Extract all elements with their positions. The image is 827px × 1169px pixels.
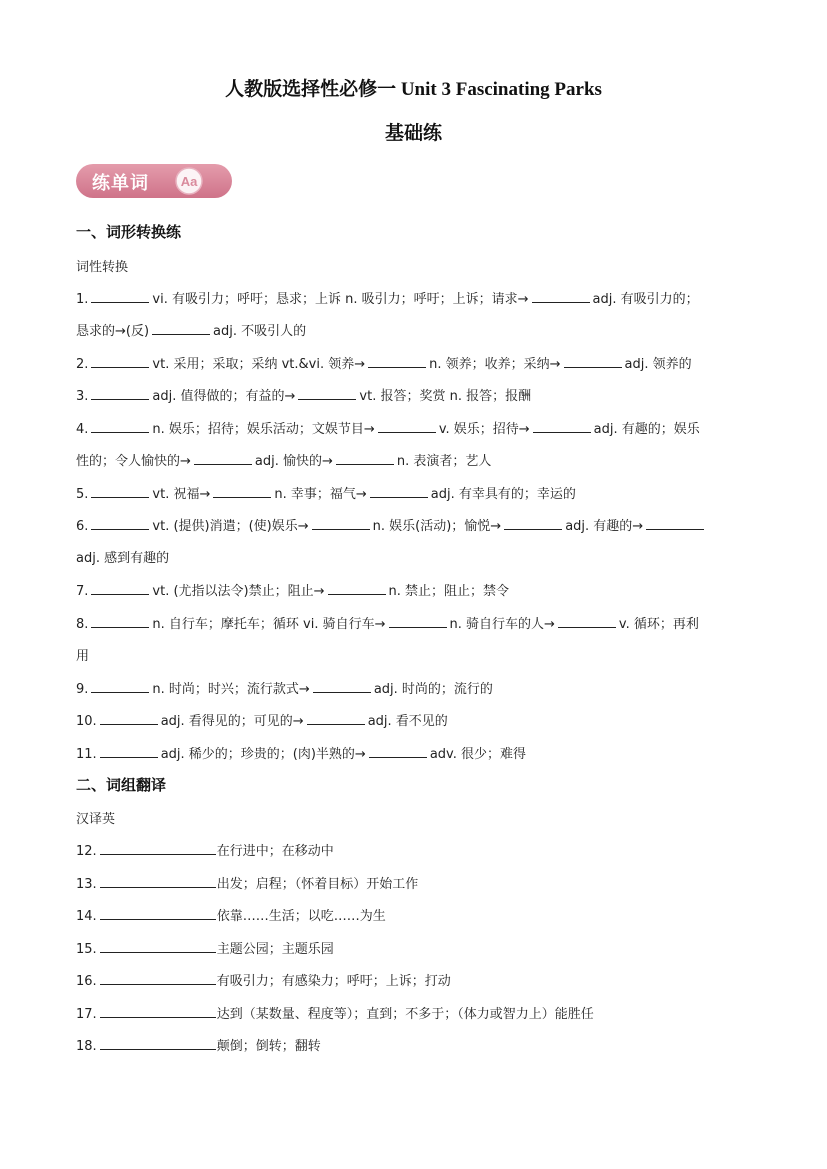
exercise-line-8: 8. n. 自行车；摩托车；循环 vi. 骑自行车→ n. 骑自行车的人→ v. 循环；再利 bbox=[76, 617, 699, 632]
answer-blank[interactable] bbox=[152, 322, 210, 335]
answer-blank[interactable] bbox=[312, 517, 370, 530]
answer-blank[interactable] bbox=[100, 842, 216, 855]
exercise-line-2: 2. vt. 采用；采取；采纳 vt.&vi. 领养→ n. 领养；收养；采纳→ adj. 领养的 bbox=[76, 357, 692, 372]
answer-blank[interactable] bbox=[91, 290, 149, 303]
answer-blank[interactable] bbox=[91, 387, 149, 400]
document-subtitle: 基础练 bbox=[384, 123, 442, 144]
answer-blank[interactable] bbox=[91, 582, 149, 595]
answer-blank[interactable] bbox=[100, 745, 158, 758]
answer-blank[interactable] bbox=[646, 517, 704, 530]
exercise-line-6: 6. vt. (提供)消遣；(使)娱乐→ n. 娱乐(活动)；愉悦→ adj. 有趣的→ bbox=[76, 515, 756, 534]
answer-blank[interactable] bbox=[336, 452, 394, 465]
answer-blank[interactable] bbox=[533, 420, 591, 433]
section-1-heading: 一、词形转换练 bbox=[76, 223, 182, 241]
practice-words-badge bbox=[76, 164, 232, 198]
answer-blank[interactable] bbox=[370, 485, 428, 498]
letter-aa-icon bbox=[174, 166, 204, 196]
answer-blank[interactable] bbox=[558, 615, 616, 628]
answer-blank[interactable] bbox=[91, 485, 149, 498]
exercise-line-4: 4. n. 娱乐；招待；娱乐活动；文娱节目→ v. 娱乐；招待→ adj. 有趣的；娱乐 bbox=[76, 422, 700, 437]
exercise-line-6-cont: adj. 感到有趣的 bbox=[76, 551, 170, 566]
exercise-line-7: 7. vt. (尤指以法令)禁止；阻止→ n. 禁止；阻止；禁令 bbox=[76, 584, 510, 599]
answer-blank[interactable] bbox=[564, 355, 622, 368]
phrase-item-16: 16. 有吸引力；有感染力；呼吁；上诉；打动 bbox=[76, 974, 451, 989]
exercise-line-1-cont: 恳求的→(反) adj. 不吸引人的 bbox=[76, 324, 307, 339]
answer-blank[interactable] bbox=[328, 582, 386, 595]
answer-blank[interactable] bbox=[100, 1037, 216, 1050]
badge-label: 练单词 bbox=[92, 173, 149, 194]
answer-blank[interactable] bbox=[100, 907, 216, 920]
exercise-line-10: 10. adj. 看得见的；可见的→ adj. 看不见的 bbox=[76, 714, 448, 729]
phrase-item-14: 14. 依靠……生活；以吃……为生 bbox=[76, 909, 386, 924]
answer-blank[interactable] bbox=[194, 452, 252, 465]
exercise-line-4-cont: 性的；令人愉快的→ adj. 愉快的→ n. 表演者；艺人 bbox=[76, 454, 492, 469]
phrase-item-12: 12. 在行进中；在移动中 bbox=[76, 844, 334, 859]
document-title: 人教版选择性必修一 Unit 3 Fascinating Parks bbox=[225, 79, 602, 100]
exercise-line-5: 5. vt. 祝福→ n. 幸事；福气→ adj. 有幸具有的；幸运的 bbox=[76, 487, 576, 502]
exercise-line-11: 11. adj. 稀少的；珍贵的；(肉)半熟的→ adv. 很少；难得 bbox=[76, 747, 526, 762]
answer-blank[interactable] bbox=[378, 420, 436, 433]
answer-blank[interactable] bbox=[100, 1005, 216, 1018]
phrase-item-18: 18. 颠倒；倒转；翻转 bbox=[76, 1039, 321, 1054]
answer-blank[interactable] bbox=[389, 615, 447, 628]
exercise-line-9: 9. n. 时尚；时兴；流行款式→ adj. 时尚的；流行的 bbox=[76, 682, 493, 697]
answer-blank[interactable] bbox=[213, 485, 271, 498]
answer-blank[interactable] bbox=[91, 517, 149, 530]
phrase-item-13: 13. 出发；启程；（怀着目标）开始工作 bbox=[76, 877, 419, 892]
badge-icon-text: Aa bbox=[180, 174, 198, 189]
answer-blank[interactable] bbox=[100, 940, 216, 953]
exercise-line-3: 3. adj. 值得做的；有益的→ vt. 报答；奖赏 n. 报答；报酬 bbox=[76, 389, 532, 404]
answer-blank[interactable] bbox=[91, 615, 149, 628]
section-2-subheading: 汉译英 bbox=[76, 812, 116, 827]
answer-blank[interactable] bbox=[369, 745, 427, 758]
answer-blank[interactable] bbox=[91, 680, 149, 693]
exercise-line-1: 1. vi. 有吸引力；呼吁；恳求；上诉 n. 吸引力；呼吁；上诉；请求→ adj. 有吸引力的； bbox=[76, 292, 699, 307]
answer-blank[interactable] bbox=[100, 972, 216, 985]
answer-blank[interactable] bbox=[307, 712, 365, 725]
answer-blank[interactable] bbox=[91, 355, 149, 368]
exercise-line-8-cont: 用 bbox=[76, 649, 90, 664]
answer-blank[interactable] bbox=[298, 387, 356, 400]
section-1-subheading: 词性转换 bbox=[76, 260, 129, 275]
answer-blank[interactable] bbox=[368, 355, 426, 368]
section-2-heading: 二、词组翻译 bbox=[76, 776, 167, 794]
answer-blank[interactable] bbox=[100, 875, 216, 888]
phrase-item-15: 15. 主题公园；主题乐园 bbox=[76, 942, 334, 957]
answer-blank[interactable] bbox=[532, 290, 590, 303]
answer-blank[interactable] bbox=[504, 517, 562, 530]
answer-blank[interactable] bbox=[91, 420, 149, 433]
phrase-item-17: 17. 达到（某数量、程度等）；直到；不多于；（体力或智力上）能胜任 bbox=[76, 1007, 594, 1022]
answer-blank[interactable] bbox=[313, 680, 371, 693]
answer-blank[interactable] bbox=[100, 712, 158, 725]
